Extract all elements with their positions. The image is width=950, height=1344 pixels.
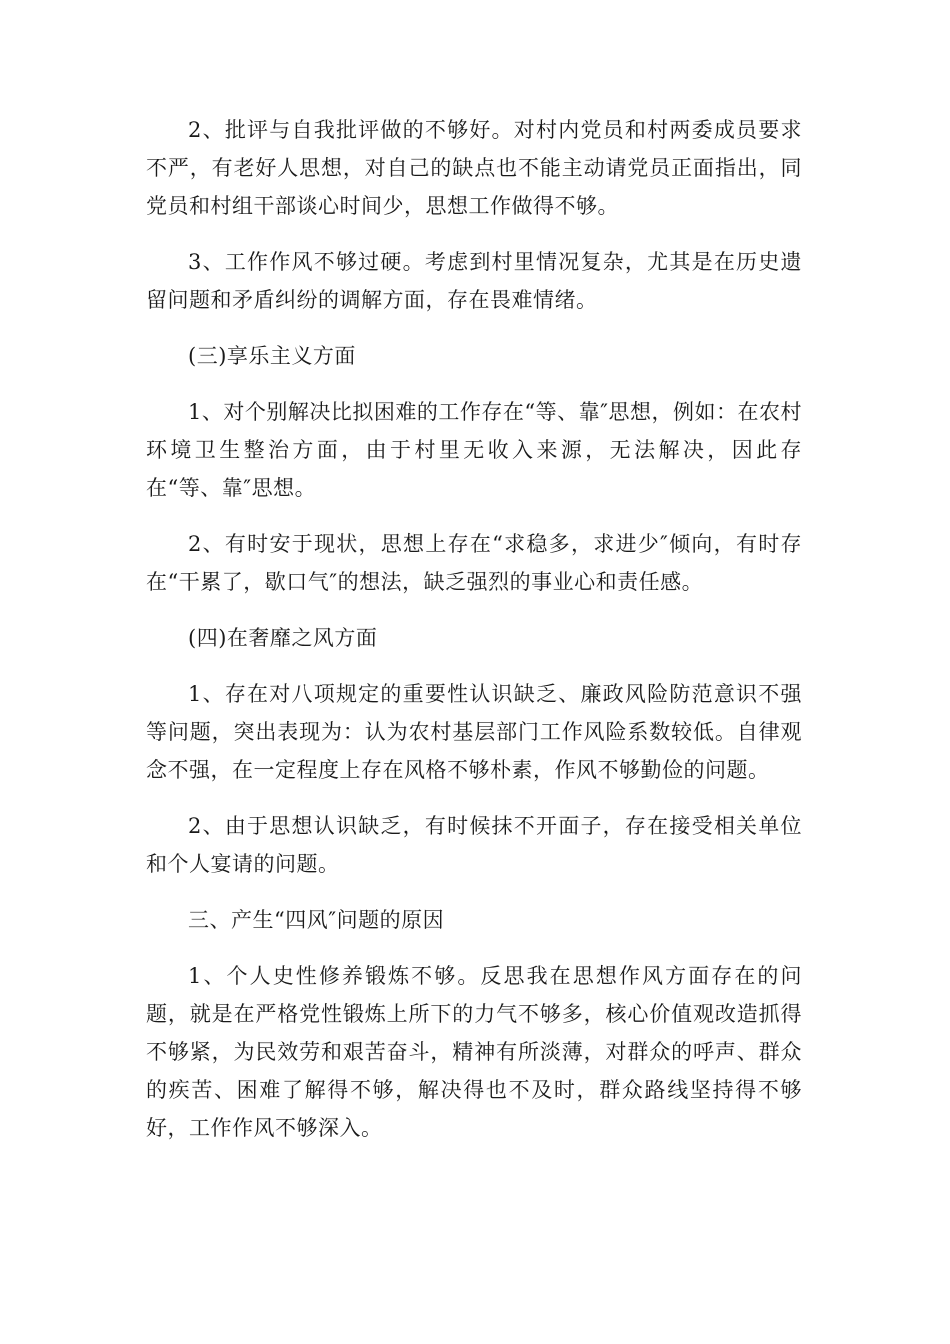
paragraph-work-style: 3、工作作风不够过硬。考虑到村里情况复杂，尤其是在历史遗留问题和矛盾纠纷的调解方面，存在畏难情绪。 [146,250,802,312]
heading-causes: 三、产生“四风″问题的原因 [188,908,445,932]
paragraph-self-cultivation: 1、个人史性修养锻炼不够。反思我在思想作风方面存在的问题，就是在严格党性锻炼上所下的力气不够多，核心价值观改造抓得不够紧，为民效劳和艰苦奋斗，精神有所淡薄，对群众的呼声、群众的疾苦、困难了解得不够，解决得也不及时，群众路线坚持得不够好，工作作风不够深入。 [146,964,802,1140]
paragraph-wait-rely: 1、对个别解决比拟困难的工作存在“等、靠″思想，例如：在农村环境卫生整治方面，由于村里无收入来源，无法解决，因此存在“等、靠″思想。 [146,400,802,500]
document-body [146,111,802,1165]
paragraph-banquets: 2、由于思想认识缺乏，有时候抹不开面子，存在接受相关单位和个人宴请的问题。 [146,814,802,876]
paragraph-eight-rules: 1、存在对八项规定的重要性认识缺乏、廉政风险防范意识不强等问题，突出表现为：认为农村基层部门工作风险系数较低。自律观念不强，在一定程度上存在风格不够朴素，作风不够勤俭的问题。 [146,682,802,782]
paragraph-status-quo: 2、有时安于现状，思想上存在“求稳多，求进少″倾向，有时存在“干累了，歇口气″的想法，缺乏强烈的事业心和责任感。 [146,532,802,594]
heading-hedonism: (三)享乐主义方面 [188,344,356,368]
paragraph-criticism: 2、批评与自我批评做的不够好。对村内党员和村两委成员要求不严，有老好人思想，对自己的缺点也不能主动请党员正面指出，同党员和村组干部谈心时间少，思想工作做得不够。 [146,118,802,218]
heading-extravagance: (四)在奢靡之风方面 [188,626,378,650]
